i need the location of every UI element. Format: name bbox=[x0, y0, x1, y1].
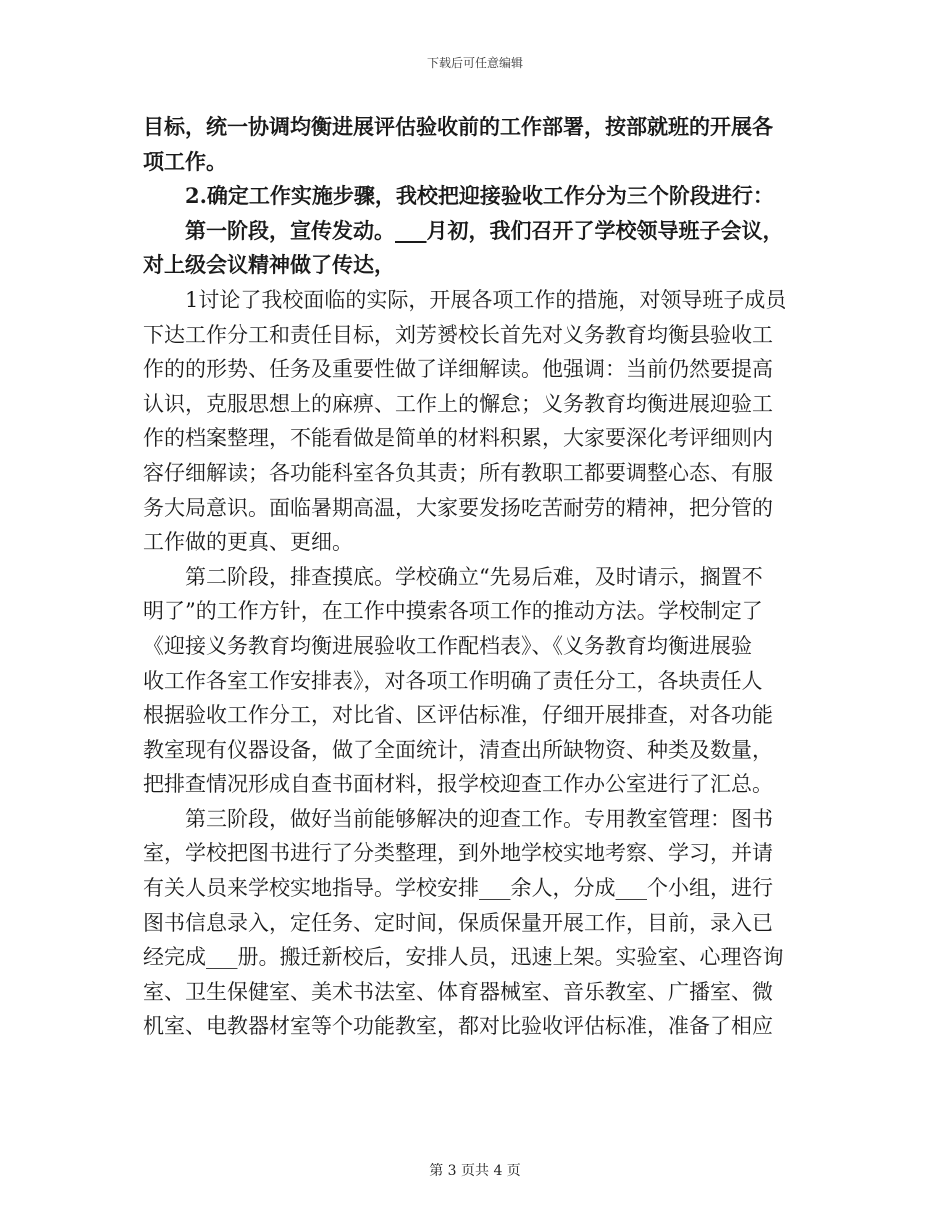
text-line: 室，学校把图书进行了分类整理，到外地学校实地考察、学习，并请 bbox=[143, 841, 773, 866]
text-line: 明了”的工作方针，在工作中摸索各项工作的推动方法。学校制定了 bbox=[143, 599, 763, 624]
text-line: 务大局意识。面临暑期高温，大家要发扬吃苦耐劳的精神，把分管的 bbox=[143, 495, 773, 520]
text-line: 目标，统一协调均衡进展评估验收前的工作部署，按部就班的开展各 bbox=[143, 114, 773, 139]
text-line: 认识，克服思想上的麻痹、工作上的懈怠；义务教育均衡进展迎验工 bbox=[143, 391, 773, 416]
text-line: 根据验收工作分工，对比省、区评估标准，仔细开展排查，对各功能 bbox=[143, 703, 773, 728]
text-line: 项工作。 bbox=[143, 148, 227, 174]
text-line: 室、卫生保健室、美术书法室、体育器械室、音乐教室、广播室、微 bbox=[143, 979, 773, 1004]
text-line: 有关人员来学校实地指导。学校安排___余人，分成___个小组，进行 bbox=[143, 876, 773, 901]
text-line: 第二阶段，排查摸底。学校确立“先易后难，及时请示，搁置不 bbox=[185, 564, 763, 589]
text-line: 经完成___册。搬迁新校后，安排人员，迅速上架。实验室、心理咨询 bbox=[143, 945, 784, 970]
text-line: 《迎接义务教育均衡进展验收工作配档表》、《义务教育均衡进展验 bbox=[143, 633, 752, 658]
text-line: 第三阶段，做好当前能够解决的迎查工作。专用教室管理：图书 bbox=[185, 806, 773, 831]
text-line: 2.确定工作实施步骤，我校把迎接验收工作分为三个阶段进行： bbox=[185, 183, 774, 209]
text-line: 把排查情况形成自查书面材料，报学校迎查工作办公室进行了汇总。 bbox=[143, 772, 773, 797]
page-footer: 第 3 页共 4 页 bbox=[429, 1163, 521, 1179]
text-line: 机室、电教器材室等个功能教室，都对比验收评估标准，准备了相应 bbox=[143, 1014, 773, 1039]
text-line: 工作做的更真、更细。 bbox=[143, 530, 353, 555]
text-line: 教室现有仪器设备，做了全面统计，清查出所缺物资、种类及数量， bbox=[143, 737, 773, 762]
text-line: 收工作各室工作安排表》，对各项工作明确了责任分工，各块责任人 bbox=[143, 668, 763, 693]
text-line: 下达工作分工和责任目标，刘芳赟校长首先对义务教育均衡县验收工 bbox=[143, 322, 773, 347]
text-line: 第一阶段，宣传发动。___月初，我们召开了学校领导班子会议， bbox=[185, 217, 784, 243]
text-line: 图书信息录入，定任务、定时间，保质保量开展工作，目前，录入已 bbox=[143, 910, 773, 935]
page-header: 下载后可任意编辑 bbox=[426, 56, 523, 70]
text-line: 1讨论了我校面临的实际，开展各项工作的措施，对领导班子成员 bbox=[185, 287, 787, 312]
text-line: 对上级会议精神做了传达， bbox=[143, 252, 395, 278]
text-line: 容仔细解读；各功能科室各负其责；所有教职工都要调整心态、有服 bbox=[143, 460, 773, 485]
text-line: 作的档案整理，不能看做是简单的材料积累，大家要深化考评细则内 bbox=[143, 426, 773, 451]
text-line: 作的的形势、任务及重要性做了详细解读。他强调：当前仍然要提高 bbox=[143, 357, 773, 382]
document-body bbox=[143, 110, 811, 1044]
